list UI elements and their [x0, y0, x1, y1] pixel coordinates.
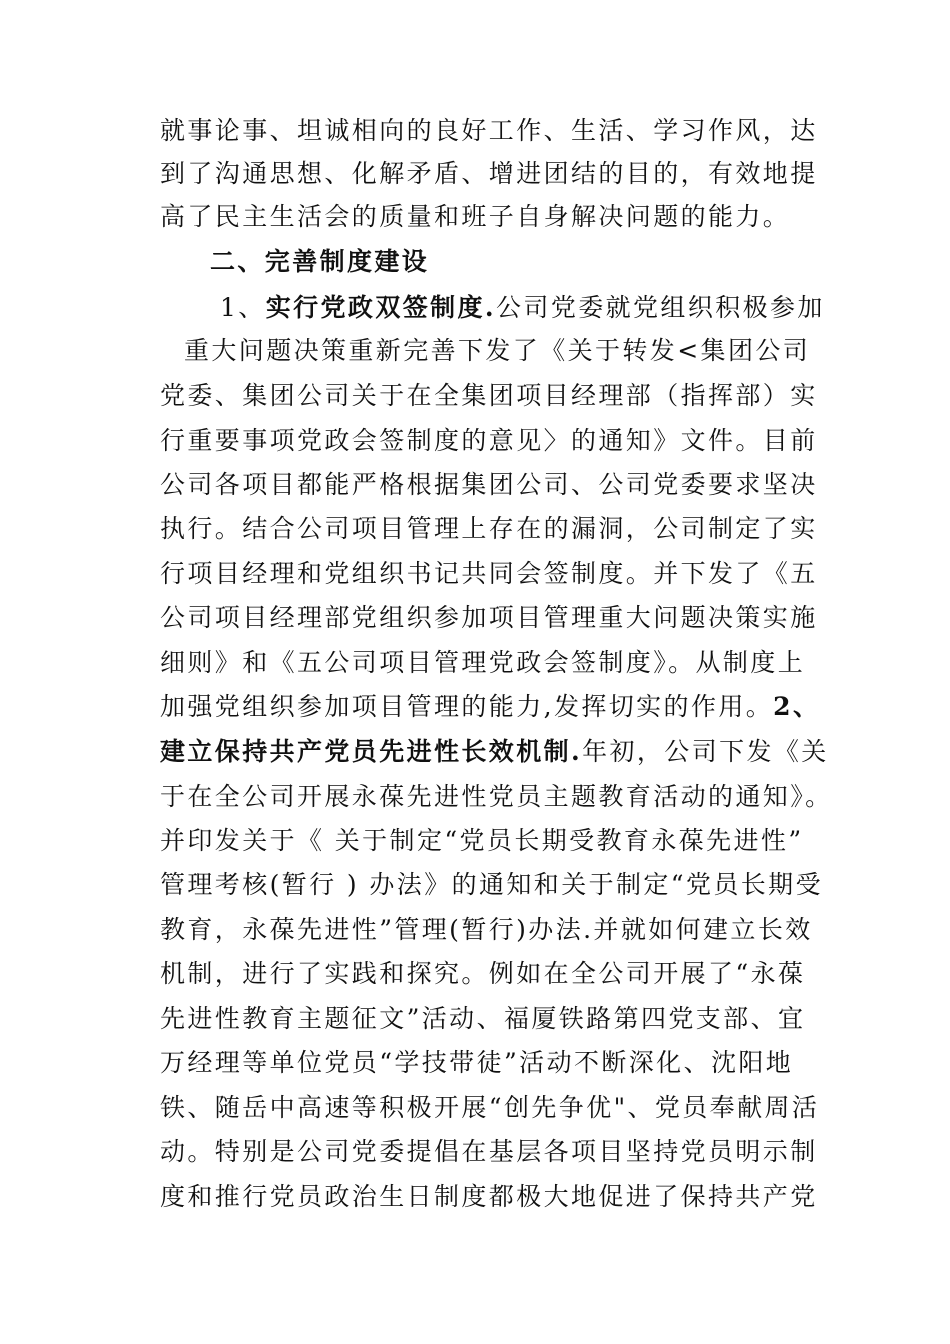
paragraph-line: 动。特别是公司党委提倡在基层各项目坚持党员明示制 [160, 1137, 818, 1166]
paragraph-line: 到了沟通思想、化解矛盾、增进团结的目的，有效地提 [160, 159, 818, 188]
paragraph-text: 年初，公司下发《关 [582, 737, 829, 766]
paragraph-line: 高了民主生活会的质量和班子自身解决问题的能力。 [160, 202, 791, 231]
paragraph-line: 机制，进行了实践和探究。例如在全公司开展了“永葆 [160, 959, 806, 988]
bold-title: 实行党政双签制度. [265, 293, 497, 322]
paragraph-line [160, 734, 829, 770]
paragraph-text: 加强党组织参加项目管理的能力,发挥切实的作用。 [160, 692, 774, 721]
list-number: 2、 [773, 692, 821, 721]
paragraph-line: 行重要事项党政会签制度的意见〉的通知》文件。目前 [160, 426, 818, 455]
paragraph-line: 管理考核(暂行 ) 办法》的通知和关于制定“党员长期受 [160, 870, 823, 899]
list-number: 1、 [220, 293, 266, 322]
paragraph-line: 行项目经理和党组织书记共同会签制度。并下发了《五 [160, 559, 818, 588]
paragraph-line: 并印发关于《 关于制定“党员长期受教育永葆先进性” [160, 826, 804, 855]
paragraph-line: 公司项目经理部党组织参加项目管理重大问题决策实施 [160, 603, 818, 632]
paragraph-line: 度和推行党员政治生日制度都极大地促进了保持共产党 [160, 1182, 818, 1211]
section-heading: 二、完善制度建设 [210, 247, 430, 276]
paragraph-line: 万经理等单位党员“学技带徒”活动不断深化、沈阳地 [160, 1048, 794, 1077]
paragraph-line: 执行。结合公司项目管理上存在的漏洞，公司制定了实 [160, 514, 818, 543]
paragraph-line: 细则》和《五公司项目管理党政会签制度》。从制度上 [160, 648, 806, 677]
paragraph-text: 公司党委就党组织积极参加 [496, 293, 825, 322]
paragraph-line: 铁、随岳中高速等积极开展“创先争优"、党员奉献周活 [160, 1093, 820, 1122]
paragraph-line: 教育，永葆先进性”管理(暂行)办法.并就如何建立长效 [160, 915, 813, 944]
paragraph-line [160, 689, 820, 725]
paragraph-line: 就事论事、坦诚相向的良好工作、生活、学习作风，达 [160, 116, 818, 145]
paragraph-line: 先进性教育主题征文”活动、福厦铁路第四党支部、宜 [160, 1004, 806, 1033]
paragraph-line [220, 290, 825, 326]
paragraph-line: 重大问题决策重新完善下发了《关于转发<集团公司 [184, 336, 811, 365]
paragraph-line: 公司各项目都能严格根据集团公司、公司党委要求坚决 [160, 470, 818, 499]
paragraph-line: 党委、集团公司关于在全集团项目经理部（指挥部）实 [160, 381, 818, 410]
paragraph-line: 于在全公司开展永葆先进性党员主题教育活动的通知》。 [160, 782, 833, 811]
bold-title: 建立保持共产党员先进性长效机制. [160, 737, 583, 766]
